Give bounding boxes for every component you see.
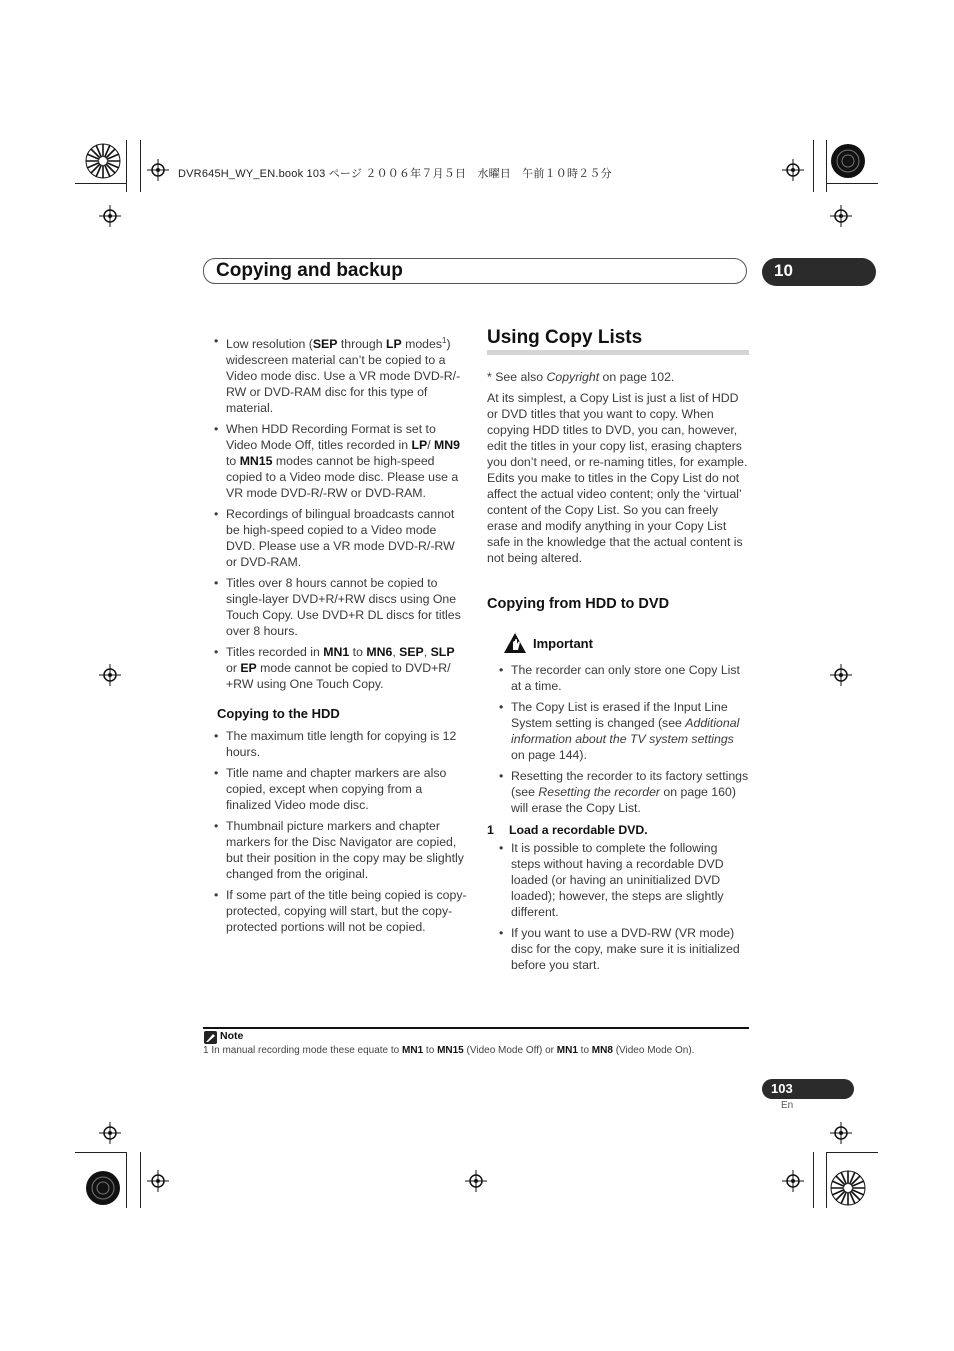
section-title: Using Copy Lists (487, 330, 749, 355)
crop-mark (826, 140, 827, 192)
step-number: 1 (487, 823, 494, 837)
list-item: • Low resolution (SEP through LP modes$^1$) widescreen material can’t be copied to a Video mode disc. Use a VR mode DVD-R/-RW or DVD-RAM disc for this type of material. (212, 333, 468, 416)
list-item: • The recorder can only store one Copy List at a time. (497, 662, 749, 694)
crosshair-icon (147, 1170, 169, 1192)
important-list (487, 662, 749, 816)
list-item: • Recordings of bilingual broadcasts cannot be high-speed copied to a Video mode DVD. Please use a VR mode DVD-R/-RW or DVD-RAM. (212, 506, 468, 570)
list-item: • The Copy List is erased if the Input Line System setting is changed (see Additional information about the TV system settings on page 144). (497, 699, 749, 763)
restriction-list (212, 333, 468, 692)
crosshair-icon (782, 159, 804, 181)
left-column (212, 333, 468, 940)
list-item: • Title name and chapter markers are also copied, except when copying from a finalized Video mode disc. (212, 765, 468, 813)
right-column (487, 327, 749, 978)
chapter-number-tab (762, 258, 876, 286)
crop-mark (75, 1152, 127, 1153)
crop-mark (75, 183, 127, 184)
registration-star-icon (830, 143, 866, 179)
crosshair-icon (830, 664, 852, 686)
step-list (487, 840, 749, 973)
subsection-title: Copying from HDD to DVD (487, 596, 670, 612)
crosshair-icon (830, 1122, 852, 1144)
hdd-list (212, 728, 468, 935)
page-number: 103 (771, 1081, 793, 1096)
crosshair-icon (782, 1170, 804, 1192)
warning-hand-icon (503, 632, 527, 658)
registration-star-icon (85, 1170, 121, 1206)
see-also: * See also Copyright on page 102. (487, 370, 675, 384)
list-item: • When HDD Recording Format is set to Video Mode Off, titles recorded in LP/ MN9 to MN15 modes cannot be high-speed copied to a Video mode disc. Please use a VR mode DVD-R/-RW or DVD-RAM. (212, 421, 468, 501)
chapter-number: 10 (774, 261, 793, 280)
crop-mark (126, 1152, 127, 1208)
pencil-note-icon (204, 1031, 217, 1044)
step-text: Load a recordable DVD. (509, 823, 648, 837)
print-info-line: DVR645H_WY_EN.book 103 ページ ２００６年７月５日 水曜日 午前１０時２５分 (178, 168, 612, 180)
list-item: • If some part of the title being copied is copy-protected, copying will start, but the copy-protected portions will not be copied. (212, 887, 468, 935)
list-item: • If you want to use a DVD-RW (VR mode) disc for the copy, make sure it is initialized before you start. (497, 925, 749, 973)
crosshair-icon (830, 205, 852, 227)
intro-paragraph: At its simplest, a Copy List is just a list of HDD or DVD titles that you want to copy. When copying HDD titles to DVD, you can, however, edit the titles in your copy list, erasing chapters you don’t need, or re-naming titles, for example. Edits you make to titles in the Copy List do not affect the actual video content; only the ‘virtual’ content of the Copy List. So you can freely erase and modify anything in your Copy List safe in the knowledge that the actual content is not being altered. (487, 391, 748, 565)
crosshair-icon (99, 1122, 121, 1144)
crosshair-icon (99, 205, 121, 227)
important-label: Important (533, 636, 593, 651)
list-item: • Titles recorded in MN1 to MN6, SEP, SLP or EP mode cannot be copied to DVD+R/ +RW using One Touch Copy. (212, 644, 468, 692)
crop-mark (826, 1152, 878, 1153)
crop-mark (140, 140, 141, 192)
crop-mark (813, 140, 814, 192)
registration-star-icon (830, 1170, 866, 1206)
footnote-ref: 1 (442, 336, 447, 345)
crop-mark (140, 1152, 141, 1208)
footnote-text: 1 In manual recording mode these equate to MN1 to MN15 (Video Mode Off) or MN1 to MN8 (Video Mode On). (203, 1045, 695, 1056)
footnote-rule (203, 1027, 749, 1029)
list-item: • The maximum title length for copying is 12 hours. (212, 728, 468, 760)
note-label: Note (220, 1030, 244, 1042)
registration-star-icon (85, 143, 121, 179)
list-item: • Thumbnail picture markers and chapter markers for the Disc Navigator are copied, but their position in the copy may be slightly changed from the original. (212, 818, 468, 882)
list-item: • Resetting the recorder to its factory settings (see Resetting the recorder on page 160) will erase the Copy List. (497, 768, 749, 816)
important-callout (503, 632, 749, 656)
crop-mark (826, 183, 878, 184)
list-item: • It is possible to complete the following steps without having a recordable DVD loaded (or having an uninitialized DVD loaded); however, the steps are slightly different. (497, 840, 749, 920)
step-1 (487, 822, 749, 838)
crosshair-icon (99, 664, 121, 686)
crop-mark (826, 1152, 827, 1208)
crop-mark (126, 140, 127, 192)
subheading-copying-to-hdd: Copying to the HDD (217, 706, 340, 722)
chapter-title: Copying and backup (216, 260, 403, 281)
crosshair-icon (147, 159, 169, 181)
crosshair-icon (465, 1170, 487, 1192)
page-number-tab (762, 1079, 854, 1099)
language-code: En (781, 1100, 794, 1111)
list-item: • Titles over 8 hours cannot be copied to single-layer DVD+R/+RW discs using One Touch Copy. Use DVD+R DL discs for titles over 8 hours. (212, 575, 468, 639)
crop-mark (813, 1152, 814, 1208)
